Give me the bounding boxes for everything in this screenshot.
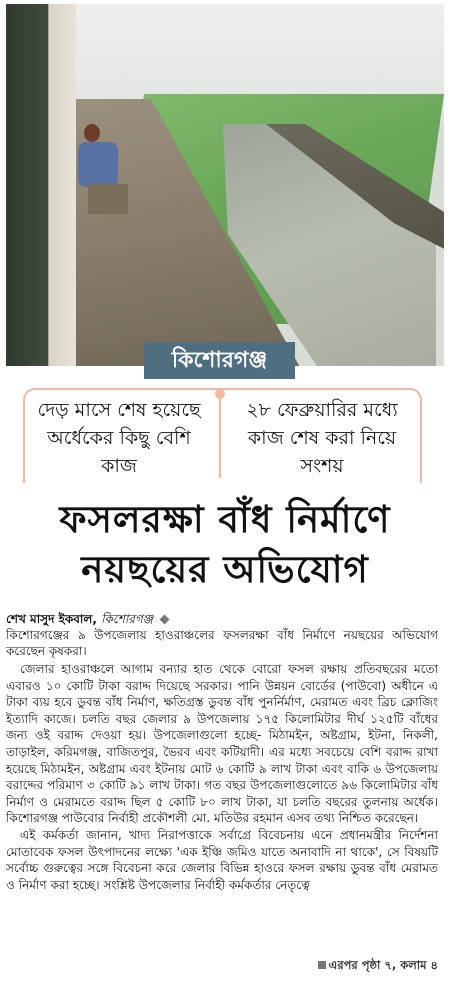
- body-paragraph-1: জেলার হাওরাঞ্চলে আগাম বন্যার হাত থেকে বোরো ফসল রক্ষায় প্রতিবছরের মতো এবারও ১০ কোটি টাকা বরাদ্দ দিয়েছে সরকার। পানি উন্নয়ন বোর্ডের (পাউবো) অধীনে এ টাকা ব্যয় হবে ডুবন্ত বাঁধ নির্মাণ, ক্ষতিগ্রস্ত ডুবন্ত বাঁধ পুনর্নির্মাণ, মেরামত এবং ব্রিচ ক্লোজিং ইত্যাদি কাজে। চলতি বছর জেলার ৯ উপজেলায় ১৭৫ কিলোমিটার দীর্ঘ ১২৫টি বাঁধের জন্য ওই বরাদ্দ দেওয়া হয়। উপজেলাগুলো হচ্ছে- মিঠামইন, অষ্টগ্রাম, ইটনা, নিকলী, তাড়াইল, করিমগঞ্জ, বাজিতপুর, ভৈরব এবং কটিয়াদী। এর মধ্যে সবচেয়ে বেশি বরাদ্দ রাখা হয়েছে মিঠামইন, অষ্টগ্রাম এবং ইটনায় মোট ৬ কোটি ৯ লাখ টাকা এবং বাকি ৬ উপজেলায় বরাদ্দের পরিমাণ ৩ কোটি ৯১ লাখ টাকা। গত বছর উপজেলাগুলোতে ৯৬ কিলোমিটার বাঁধ নির্মাণ ও মেরামতে বরাদ্দ ছিল ৫ কোটি ৮০ লাখ টাকা, যা চলতি বছরের তুলনায় অর্ধেক। কিশোরগঞ্জ পাউবোর নির্বাহী প্রকৌশলী মো. মতিউর রহমান এসব তথ্য নিশ্চিত করেছেন।: [6, 662, 438, 826]
- photo-worker: [78, 124, 148, 234]
- body-paragraph-2: এই কর্মকর্তা জানান, খাদ্য নিরাপত্তাকে সর্বাগ্রে বিবেচনায় এনে প্রধানমন্ত্রীর নির্দেশনা মোতাবেক ফসল উৎপাদনের লক্ষ্যে 'এক ইঞ্চি জমিও যাতে অনাবাদি না থাকে', সে বিষয়টি সর্বোচ্চ গুরুত্বের সঙ্গে বিবেচনা করে জেলার বিভিন্ন হাওরে ফসল রক্ষায় ডুবন্ত বাঁধ মেরামত ও নির্মাণ করা হচ্ছে। সংশ্লিষ্ট উপজেলার নির্বাহী কর্মকর্তার নেতৃত্বে: [6, 827, 438, 892]
- worker-body: [78, 142, 118, 187]
- news-photo: [6, 4, 444, 366]
- worker-legs: [88, 184, 128, 214]
- highlights-divider: [219, 392, 221, 478]
- headline: [0, 495, 450, 595]
- continued-note: [318, 957, 439, 976]
- headline-line-1: ফসলরক্ষা বাঁধ নির্মাণে: [59, 498, 391, 541]
- article-body: [6, 661, 438, 893]
- byline-author: শেখ মাসুদ ইকবাল,: [6, 612, 97, 626]
- highlight-left: দেড় মাসে শেষ হয়েছে অর্ধেকের কিছু বেশি কাজ: [37, 399, 201, 477]
- photo-standing-man: [6, 4, 76, 366]
- byline-place: কিশোরগঞ্জ: [101, 612, 154, 626]
- continued-text: এরপর পৃষ্ঠা ৭, কলাম ৪: [328, 958, 438, 972]
- headline-line-2: নয়ছয়ের অভিযোগ: [81, 548, 369, 591]
- worker-head: [84, 124, 100, 142]
- lead-paragraph: কিশোরগঞ্জের ৯ উপজেলায় হাওরাঞ্চলের ফসলরক্ষা বাঁধ নির্মাণে নয়ছয়ের অভিযোগ করেছেন কৃষকরা।: [6, 628, 438, 658]
- district-tag: কিশোরগঞ্জ: [144, 342, 295, 379]
- continued-square-icon: [318, 961, 326, 969]
- byline-marker-icon: [160, 615, 170, 625]
- highlight-right: ২৮ ফেব্রুয়ারির মধ্যে কাজ শেষ করা নিয়ে সংশয়: [246, 399, 398, 477]
